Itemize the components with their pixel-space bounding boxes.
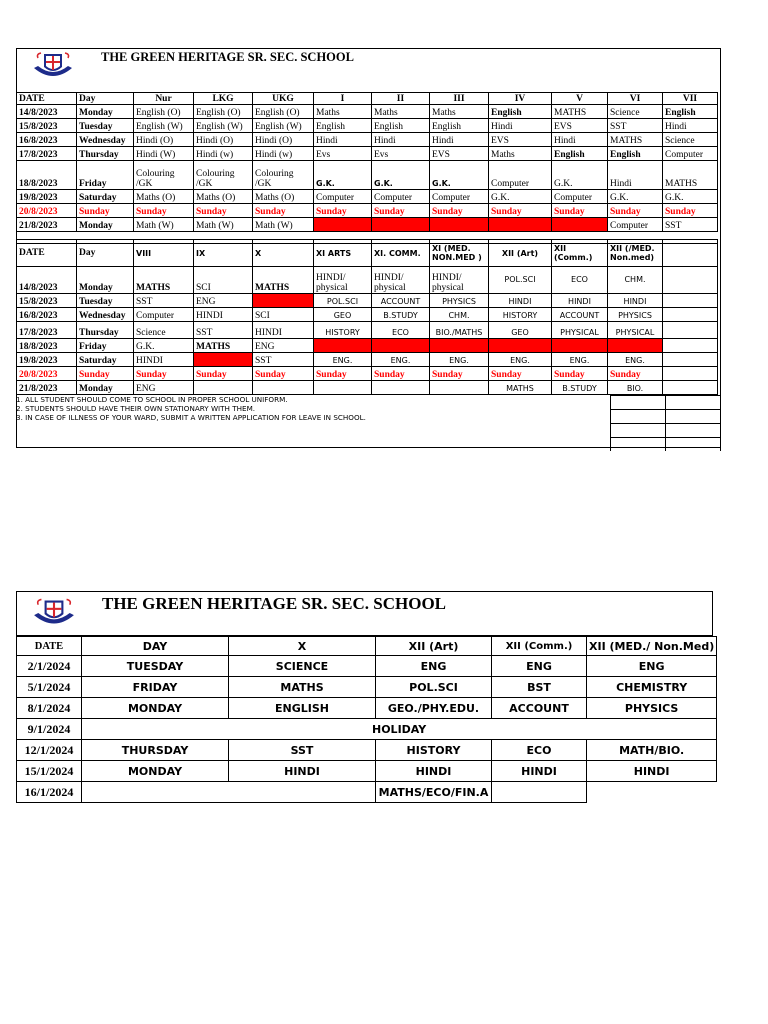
column-header: XI (MED. NON.MED ) [430,240,489,267]
subject-cell: GEO [489,322,552,339]
subject-cell: ECO [492,740,587,761]
subject-cell: Sunday [314,204,372,218]
subject-cell [372,218,430,232]
subject-cell: Math (W) [134,218,194,232]
subject-cell: HINDI/ physical [314,267,372,294]
subject-cell: SCIENCE [229,656,376,677]
subject-cell: PHYSICAL [552,322,608,339]
subject-cell [587,782,717,803]
column-header: IX [194,240,253,267]
day-cell: Wednesday [77,308,134,322]
date-cell: 14/8/2023 [17,105,77,119]
table-row [17,656,717,677]
subject-cell [314,218,372,232]
subject-cell: Computer [663,147,718,161]
subject-cell: ENG. [372,353,430,367]
day-cell: THURSDAY [82,740,229,761]
subject-cell: Maths [314,105,372,119]
subject-cell: English [372,119,430,133]
subject-cell: English [430,119,489,133]
subject-cell: MATHS [253,267,314,294]
column-header: IV [489,93,552,105]
subject-cell [430,339,489,353]
column-header: LKG [194,93,253,105]
date-cell: 9/1/2024 [17,719,82,740]
table-row [17,322,718,339]
subject-cell: Sunday [430,367,489,381]
subject-cell: SST [229,740,376,761]
column-header: VIII [134,240,194,267]
subject-cell: CHM. [608,267,663,294]
subject-cell: ENG. [430,353,489,367]
column-header: V [552,93,608,105]
subject-cell: English (W) [194,119,253,133]
subject-cell: MATHS/ECO/FIN.A [376,782,492,803]
subject-cell [492,782,587,803]
subject-cell: Sunday [608,204,663,218]
column-header-label: XII (Comm.) [505,640,573,652]
subject-cell: Hindi [663,119,718,133]
holiday-cell: HOLIDAY [82,719,717,740]
table-row [17,133,718,147]
subject-cell: PHYSICS [430,294,489,308]
subject-cell: Hindi [552,133,608,147]
day-cell: MONDAY [82,698,229,719]
subject-cell [194,381,253,395]
subject-cell: ACCOUNT [552,308,608,322]
empty-grid [610,395,721,451]
subject-cell: G.K. [372,161,430,190]
subject-cell: MATHS [663,161,718,190]
table-row [17,190,718,204]
subject-cell: Math (W) [194,218,253,232]
subject-cell: Hindi [314,133,372,147]
subject-cell: English [314,119,372,133]
subject-cell: MATHS [608,133,663,147]
subject-cell: Maths (O) [194,190,253,204]
day-cell: Tuesday [77,294,134,308]
subject-cell: G.K. [134,339,194,353]
subject-cell: HINDI/ physical [372,267,430,294]
subject-cell: HISTORY [314,322,372,339]
subject-cell: English (W) [134,119,194,133]
subject-cell: B.STUDY [372,308,430,322]
column-header: DATE [17,93,77,105]
subject-cell: Sunday [552,204,608,218]
instruction-2: 2. STUDENTS SHOULD HAVE THEIR OWN STATIONARY WITH THEM. [16,404,256,414]
subject-cell: Computer [552,190,608,204]
day-cell: Sunday [77,204,134,218]
datesheet-table-primary [16,92,718,244]
school-title-2024: THE GREEN HERITAGE SR. SEC. SCHOOL [102,594,447,613]
table-row [17,367,718,381]
date-cell: 19/8/2023 [17,190,77,204]
subject-cell: ENG. [314,353,372,367]
subject-cell: Maths [489,147,552,161]
subject-cell: English [552,147,608,161]
day-cell: Sunday [77,367,134,381]
subject-cell: EVS [430,147,489,161]
subject-cell: Computer [314,190,372,204]
subject-cell: CHM. [430,308,489,322]
day-cell: Monday [77,218,134,232]
subject-cell: ENGLISH [229,698,376,719]
column-header: Day [77,93,134,105]
subject-cell [430,218,489,232]
subject-cell: HINDI [587,761,717,782]
subject-cell: Hindi (w) [194,147,253,161]
date-cell: 17/8/2023 [17,147,77,161]
column-header: XI. COMM. [372,240,430,267]
subject-cell: Sunday [608,367,663,381]
column-header: Day [77,240,134,267]
column-header: II [372,93,430,105]
subject-cell: Sunday [430,204,489,218]
subject-cell: ENG [587,656,717,677]
day-cell: FRIDAY [82,677,229,698]
subject-cell: MATHS [194,339,253,353]
subject-cell: Computer [372,190,430,204]
subject-cell: English (O) [253,105,314,119]
subject-cell: ECO [372,322,430,339]
instruction-3: 3. IN CASE OF ILLNESS OF YOUR WARD, SUBMIT A WRITTEN APPLICATION FOR LEAVE IN SCHOOL. [16,413,366,423]
subject-cell: Evs [372,147,430,161]
school-title: THE GREEN HERITAGE SR. SEC. SCHOOL [101,50,354,64]
subject-cell [663,353,718,367]
subject-cell: PHYSICS [608,308,663,322]
day-cell: Friday [77,161,134,190]
instruction-1: 1. ALL STUDENT SHOULD COME TO SCHOOL IN PROPER SCHOOL UNIFORM. [16,395,288,404]
subject-cell: HINDI [552,294,608,308]
instructions [16,395,611,449]
column-header: Nur [134,93,194,105]
subject-cell: English [663,105,718,119]
subject-cell: G.K. [552,161,608,190]
table-row [17,204,718,218]
column-header: UKG [253,93,314,105]
subject-cell: English [608,147,663,161]
subject-cell: Sunday [253,204,314,218]
day-cell: Monday [77,105,134,119]
subject-cell: Sunday [489,367,552,381]
subject-cell [253,381,314,395]
date-cell: 15/1/2024 [17,761,82,782]
date-cell: 18/8/2023 [17,161,77,190]
subject-cell: SST [253,353,314,367]
subject-cell: Science [608,105,663,119]
subject-cell: BST [492,677,587,698]
date-cell: 5/1/2024 [17,677,82,698]
subject-cell [489,339,552,353]
table-row [17,740,717,761]
subject-cell: Sunday [372,367,430,381]
table-row [17,147,718,161]
subject-cell: SST [194,322,253,339]
subject-cell: HINDI [134,353,194,367]
column-header [663,240,718,267]
subject-cell: EVS [552,119,608,133]
subject-cell: Hindi (O) [253,133,314,147]
subject-cell [663,294,718,308]
subject-cell: HINDI [376,761,492,782]
column-header: VII [663,93,718,105]
column-header: VI [608,93,663,105]
date-cell: 20/8/2023 [17,204,77,218]
subject-cell: G.K. [608,190,663,204]
subject-cell: G.K. [430,161,489,190]
date-cell: 15/8/2023 [17,294,77,308]
subject-cell: Sunday [134,367,194,381]
subject-cell: Maths [372,105,430,119]
subject-cell [253,294,314,308]
subject-cell: Evs [314,147,372,161]
subject-cell: Hindi (W) [134,147,194,161]
day-cell: TUESDAY [82,656,229,677]
subject-cell: ENG. [489,353,552,367]
day-cell: Thursday [77,147,134,161]
column-header: III [430,93,489,105]
header-row [17,93,718,105]
subject-cell: HINDI [608,294,663,308]
table-row [17,339,718,353]
subject-cell: Computer [430,190,489,204]
date-cell: 21/8/2023 [17,218,77,232]
table-row [17,294,718,308]
subject-cell: Sunday [552,367,608,381]
subject-cell [372,381,430,395]
subject-cell: HINDI [194,308,253,322]
subject-cell: Sunday [489,204,552,218]
subject-cell: G.K. [489,190,552,204]
subject-cell: SCI [253,308,314,322]
subject-cell: ENG [492,656,587,677]
table-row [17,267,718,294]
column-header: X [229,637,376,656]
table-row [17,353,718,367]
subject-cell: Colouring /GK [253,161,314,190]
day-cell: Saturday [77,353,134,367]
column-header: XI ARTS [314,240,372,267]
subject-cell: English [489,105,552,119]
subject-cell [663,381,718,395]
subject-cell: Math (W) [253,218,314,232]
subject-cell: MATH/BIO. [587,740,717,761]
subject-cell: HISTORY [489,308,552,322]
subject-cell: Sunday [253,367,314,381]
subject-cell: BIO./MATHS [430,322,489,339]
subject-cell [314,381,372,395]
subject-cell: HINDI [492,761,587,782]
subject-cell: POL.SCI [376,677,492,698]
subject-cell: Hindi [489,119,552,133]
table-row [17,218,718,232]
date-cell: 8/1/2024 [17,698,82,719]
day-cell: MONDAY [82,761,229,782]
date-cell: 16/1/2024 [17,782,82,803]
column-header: I [314,93,372,105]
subject-cell: HINDI/ physical [430,267,489,294]
date-cell: 12/1/2024 [17,740,82,761]
date-cell: 2/1/2024 [17,656,82,677]
subject-cell: ENG [194,294,253,308]
date-cell: 18/8/2023 [17,339,77,353]
subject-cell: Colouring /GK [134,161,194,190]
subject-cell: B.STUDY [552,381,608,395]
subject-cell: Maths (O) [134,190,194,204]
subject-cell: ACCOUNT [372,294,430,308]
day-cell: Friday [77,339,134,353]
column-header: XII (Art) [489,240,552,267]
table-row [17,761,717,782]
date-cell: 17/8/2023 [17,322,77,339]
subject-cell: SST [663,218,718,232]
subject-cell: ENG [253,339,314,353]
subject-cell: Hindi [430,133,489,147]
subject-cell: BIO. [608,381,663,395]
subject-cell: MATHS [134,267,194,294]
subject-cell: ENG. [608,353,663,367]
subject-cell: Computer [489,161,552,190]
subject-cell: Computer [134,308,194,322]
day-cell: Monday [77,381,134,395]
subject-cell: HINDI [229,761,376,782]
subject-cell: Sunday [663,204,718,218]
subject-cell: Sunday [372,204,430,218]
table-row [17,161,718,190]
day-cell: Saturday [77,190,134,204]
subject-cell: EVS [489,133,552,147]
subject-cell: HISTORY [376,740,492,761]
column-header: XII (/MED. Non.med) [608,240,663,267]
subject-cell: Computer [608,218,663,232]
datesheet-table-senior [16,239,718,395]
table-row [17,381,718,395]
subject-cell: ENG. [552,353,608,367]
column-header: X [253,240,314,267]
subject-cell: POL.SCI [489,267,552,294]
table-row [17,719,717,740]
column-header: DATE [17,637,82,656]
date-cell: 16/8/2023 [17,133,77,147]
school-crest-icon [32,50,74,85]
table-row [17,677,717,698]
subject-cell: English (O) [194,105,253,119]
column-header: DATE [17,240,77,267]
subject-cell [430,381,489,395]
subject-cell: SST [134,294,194,308]
subject-cell: Sunday [194,367,253,381]
subject-cell: Hindi (w) [253,147,314,161]
subject-cell: Sunday [134,204,194,218]
subject-cell: Hindi [372,133,430,147]
subject-cell: MATHS [552,105,608,119]
column-header [492,637,587,656]
subject-cell: Science [134,322,194,339]
subject-cell: Hindi (O) [134,133,194,147]
subject-cell: English (W) [253,119,314,133]
table-row [17,698,717,719]
column-header: XII (Comm.) [552,240,608,267]
subject-cell: GEO./PHY.EDU. [376,698,492,719]
day-cell: Wednesday [77,133,134,147]
subject-cell [194,353,253,367]
date-cell: 20/8/2023 [17,367,77,381]
day-cell: Thursday [77,322,134,339]
date-cell: 19/8/2023 [17,353,77,367]
date-cell: 15/8/2023 [17,119,77,133]
subject-cell [663,267,718,294]
date-cell: 16/8/2023 [17,308,77,322]
subject-cell: Colouring /GK [194,161,253,190]
subject-cell [663,308,718,322]
subject-cell: Maths [430,105,489,119]
header-row [17,637,717,656]
subject-cell [663,339,718,353]
table-row [17,105,718,119]
subject-cell [372,339,430,353]
subject-cell: ACCOUNT [492,698,587,719]
datesheet-table-2024 [16,636,717,803]
subject-cell: MATHS [489,381,552,395]
subject-cell: HINDI [489,294,552,308]
table-row [17,308,718,322]
school-crest-icon [32,595,76,634]
subject-cell: SCI [194,267,253,294]
subject-cell: PHYSICAL [608,322,663,339]
subject-cell: Science [663,133,718,147]
subject-cell: ECO [552,267,608,294]
subject-cell: Sunday [194,204,253,218]
subject-cell: ENG [376,656,492,677]
subject-cell [552,339,608,353]
subject-cell: Hindi (O) [194,133,253,147]
subject-cell [314,339,372,353]
subject-cell [489,218,552,232]
subject-cell: Hindi [608,161,663,190]
subject-cell: SST [608,119,663,133]
subject-cell: ENG [134,381,194,395]
subject-cell [663,322,718,339]
subject-cell [608,339,663,353]
subject-cell: POL.SCI [314,294,372,308]
subject-cell: G.K. [314,161,372,190]
date-cell: 14/8/2023 [17,267,77,294]
subject-cell: HINDI [253,322,314,339]
empty-cell [82,782,376,803]
subject-cell: G.K. [663,190,718,204]
subject-cell: CHEMISTRY [587,677,717,698]
subject-cell [552,218,608,232]
column-header: XII (MED./ Non.Med) [587,637,717,656]
header-row [17,240,718,267]
table-row [17,119,718,133]
subject-cell [663,367,718,381]
date-cell: 21/8/2023 [17,381,77,395]
table-row [17,782,717,803]
column-header: DAY [82,637,229,656]
subject-cell: English (O) [134,105,194,119]
subject-cell: Sunday [314,367,372,381]
subject-cell: PHYSICS [587,698,717,719]
column-header: XII (Art) [376,637,492,656]
subject-cell: Maths (O) [253,190,314,204]
day-cell: Monday [77,267,134,294]
day-cell: Tuesday [77,119,134,133]
subject-cell: GEO [314,308,372,322]
subject-cell: MATHS [229,677,376,698]
